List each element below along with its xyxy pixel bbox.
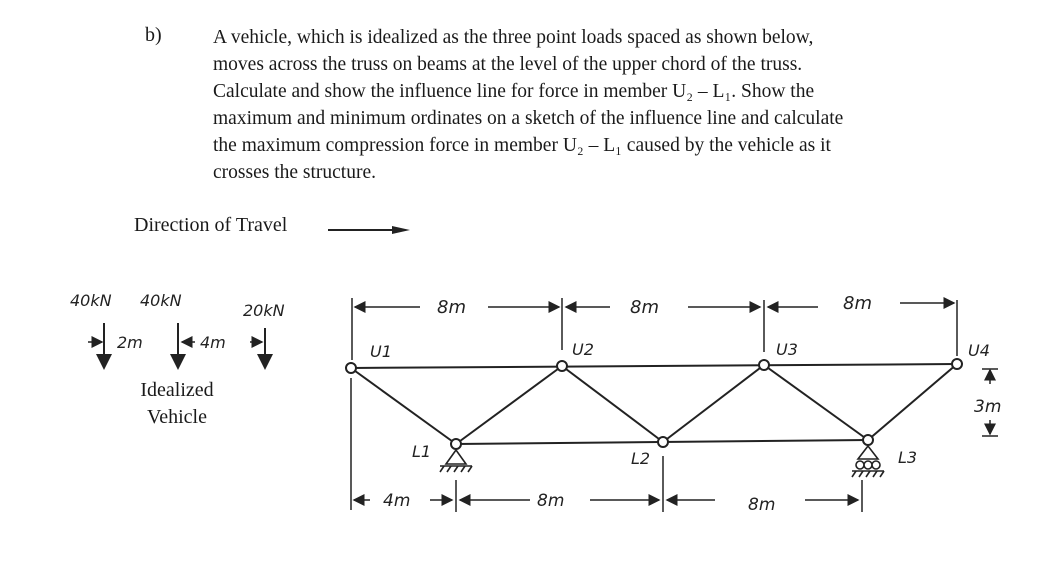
problem-line: crosses the structure.	[213, 162, 376, 183]
pin-support-L1	[440, 450, 472, 472]
vehicle-loads	[70, 291, 285, 368]
load-label-3: 20kN	[243, 301, 285, 320]
joint-L2	[658, 437, 668, 447]
member-U3-L3	[764, 365, 868, 440]
member-U4-L3	[868, 364, 957, 440]
joint-U2	[557, 361, 567, 371]
joint-U4	[952, 359, 962, 369]
node-label-U2: U2	[572, 340, 594, 359]
load-label-2: 40kN	[140, 291, 182, 310]
truss-members	[351, 364, 957, 444]
member-U2-L1	[456, 366, 562, 444]
node-label-L3: L3	[898, 448, 918, 467]
joint-U3	[759, 360, 769, 370]
member-U3-L2	[663, 365, 764, 442]
vehicle-caption-line1: Idealized	[140, 379, 214, 401]
roller-support-L3	[852, 446, 884, 477]
joint-U1	[346, 363, 356, 373]
joint-L1	[451, 439, 461, 449]
top-dim-2: 8m	[630, 297, 659, 318]
top-dim-1: 8m	[437, 297, 466, 318]
vehicle-caption-line2: Vehicle	[147, 406, 207, 428]
node-label-U3: U3	[776, 340, 798, 359]
part-label: b)	[145, 24, 162, 46]
node-label-U1: U1	[370, 342, 392, 361]
node-label-U4: U4	[968, 341, 990, 360]
spacing-label-1: 2m	[117, 333, 143, 352]
top-chord	[351, 364, 957, 368]
problem-line: the maximum compression force in member U₂ – L₁ caused by the vehicle as it	[213, 135, 831, 156]
top-dim-3: 8m	[843, 293, 872, 314]
spacing-label-2: 4m	[200, 333, 226, 352]
node-label-L1: L1	[412, 442, 432, 461]
node-label-L2: L2	[631, 449, 651, 468]
load-label-1: 40kN	[70, 291, 112, 310]
member-U1-L1	[351, 368, 456, 444]
problem-line: moves across the truss on beams at the level of the upper chord of the truss.	[213, 54, 803, 75]
problem-line: A vehicle, which is idealized as the three point loads spaced as shown below,	[213, 27, 814, 48]
joint-L3	[863, 435, 873, 445]
problem-line: maximum and minimum ordinates on a sketch of the influence line and calculate	[213, 108, 844, 129]
direction-of-travel-label: Direction of Travel	[134, 214, 288, 236]
member-U2-L2	[562, 366, 663, 442]
bottom-dim-2: 8m	[537, 491, 565, 511]
height-dim-label: 3m	[974, 397, 1002, 417]
problem-line: Calculate and show the influence line for force in member U₂ – L₁. Show the	[213, 81, 815, 102]
bottom-dim-1: 4m	[383, 491, 411, 511]
bottom-dim-3: 8m	[748, 495, 776, 515]
